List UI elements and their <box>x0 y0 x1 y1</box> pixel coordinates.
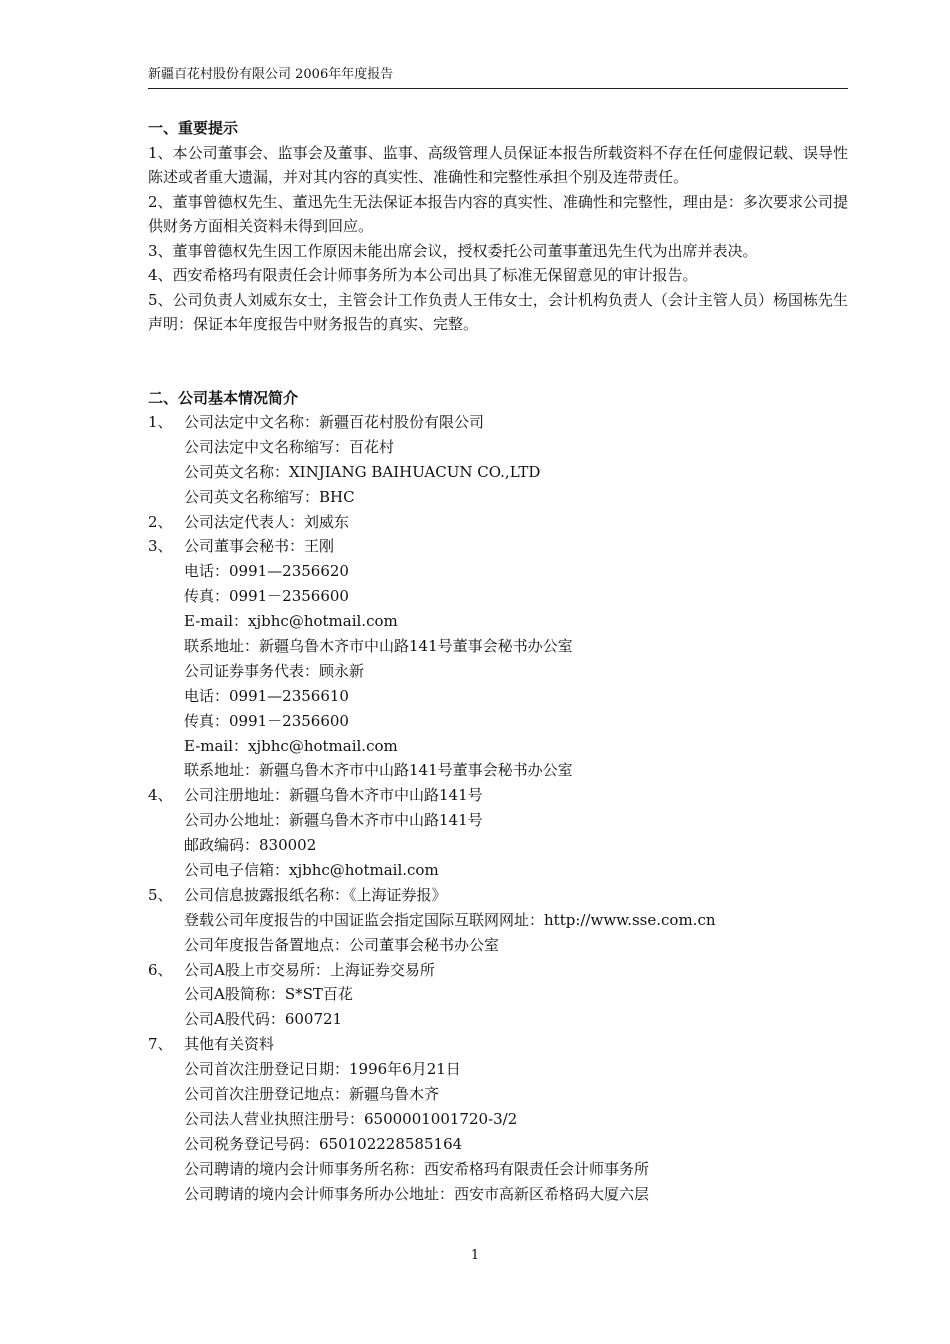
profile-row <box>148 410 848 435</box>
notice-paragraph: 5、公司负责人刘威东女士，主管会计工作负责人王伟女士，会计机构负责人（会计主管人员）杨国栋先生声明：保证本年度报告中财务报告的真实、完整。 <box>148 290 848 333</box>
profile-row-text: 公司首次注册登记地点：新疆乌鲁木齐 <box>184 1085 440 1104</box>
profile-row <box>148 684 848 709</box>
important-notice-list <box>148 141 848 337</box>
notice-paragraph: 3、董事曾德权先生因工作原因未能出席会议，授权委托公司董事董迅先生代为出席并表决。 <box>148 241 758 260</box>
profile-row <box>148 584 848 609</box>
profile-row <box>148 883 848 908</box>
profile-row-text: 其他有关资料 <box>184 1035 275 1054</box>
profile-row-text: 邮政编码：830002 <box>184 836 317 855</box>
profile-row <box>148 958 848 983</box>
profile-row-text: E-mail：xjbhc@hotmail.com <box>184 736 398 755</box>
profile-row <box>148 1107 848 1132</box>
profile-row-text: 联系地址：新疆乌鲁木齐市中山路141号董事会秘书办公室 <box>184 761 573 780</box>
profile-row-number: 3、 <box>148 537 173 556</box>
profile-row-text: 公司A股上市交易所：上海证券交易所 <box>184 960 435 979</box>
profile-row <box>148 534 848 559</box>
notice-paragraph: 4、西安希格玛有限责任会计师事务所为本公司出具了标准无保留意见的审计报告。 <box>148 266 698 284</box>
profile-row <box>148 1057 848 1082</box>
profile-row-text: 联系地址：新疆乌鲁木齐市中山路141号董事会秘书办公室 <box>184 637 573 656</box>
profile-row-text: 公司A股简称：S*ST百花 <box>184 985 353 1004</box>
profile-row-text: 电话：0991—2356620 <box>184 562 349 581</box>
profile-row-text: 电话：0991—2356610 <box>184 686 349 705</box>
profile-row-text: 公司注册地址：新疆乌鲁木齐市中山路141号 <box>184 786 483 805</box>
profile-row-number: 2、 <box>148 512 173 531</box>
profile-row <box>148 609 848 634</box>
running-header: 新疆百花村股份有限公司 2006年年度报告 <box>148 66 848 89</box>
profile-row <box>148 709 848 734</box>
profile-row <box>148 783 848 808</box>
profile-row <box>148 634 848 659</box>
profile-row <box>148 808 848 833</box>
profile-row-text: 登载公司年度报告的中国证监会指定国际互联网网址：http://www.sse.com.cn <box>184 910 716 929</box>
profile-row <box>148 659 848 684</box>
profile-row <box>148 1182 848 1207</box>
profile-row-text: 公司证券事务代表：顾永新 <box>184 661 365 680</box>
profile-row-text: 公司信息披露报纸名称：《上海证券报》 <box>184 885 447 904</box>
profile-row-text: 公司法人营业执照注册号：6500001001720-3/2 <box>184 1109 518 1128</box>
profile-row <box>148 1082 848 1107</box>
notice-paragraph: 2、董事曾德权先生、董迅先生无法保证本报告内容的真实性、准确性和完整性，理由是：多次要求公司提供财务方面相关资料未得到回应。 <box>148 192 848 235</box>
profile-row <box>148 908 848 933</box>
profile-row-text: 公司聘请的境内会计师事务所办公地址：西安市高新区希格码大厦六层 <box>184 1184 650 1203</box>
company-profile-list <box>148 410 848 1207</box>
notice-paragraph: 1、本公司董事会、监事会及董事、监事、高级管理人员保证本报告所载资料不存在任何虚假记载、误导性陈述或者重大遗漏，并对其内容的真实性、准确性和完整性承担个别及连带责任。 <box>148 143 848 186</box>
profile-row-number: 7、 <box>148 1035 173 1054</box>
profile-row <box>148 982 848 1007</box>
section-important-notice-title: 一、重要提示 <box>148 119 239 137</box>
page-number: 1 <box>470 1248 480 1263</box>
profile-row <box>148 858 848 883</box>
profile-row-text: 公司首次注册登记日期：1996年6月21日 <box>184 1060 461 1079</box>
profile-row <box>148 758 848 783</box>
profile-row <box>148 933 848 958</box>
profile-row-text: 公司聘请的境内会计师事务所名称：西安希格玛有限责任会计师事务所 <box>184 1159 650 1178</box>
page-body <box>148 116 848 1207</box>
profile-row-text: 公司英文名称：XINJIANG BAIHUACUN CO.,LTD <box>184 462 541 481</box>
profile-row-text: 公司法定中文名称缩写：百花村 <box>184 437 395 456</box>
section-company-profile-title: 二、公司基本情况简介 <box>148 388 299 407</box>
profile-row <box>148 435 848 460</box>
profile-row <box>148 1032 848 1057</box>
profile-row-number: 1、 <box>148 413 173 431</box>
profile-row-text: 公司电子信箱：xjbhc@hotmail.com <box>184 861 439 880</box>
profile-row <box>148 460 848 485</box>
profile-row-text: 传真：0991－2356600 <box>184 587 349 606</box>
profile-row-text: 传真：0991－2356600 <box>184 711 349 730</box>
profile-row-text: 公司A股代码：600721 <box>184 1010 343 1029</box>
profile-row <box>148 1007 848 1032</box>
profile-row-text: 公司法定代表人：刘威东 <box>184 512 350 531</box>
profile-row-text: 公司年度报告备置地点：公司董事会秘书办公室 <box>184 935 500 954</box>
profile-row <box>148 485 848 510</box>
profile-row <box>148 833 848 858</box>
profile-row <box>148 1132 848 1157</box>
profile-row-text: 公司法定中文名称：新疆百花村股份有限公司 <box>184 413 485 431</box>
profile-row <box>148 559 848 584</box>
profile-row <box>148 734 848 759</box>
profile-row-text: 公司董事会秘书：王刚 <box>184 537 335 556</box>
profile-row-number: 4、 <box>148 786 173 805</box>
profile-row-text: 公司办公地址：新疆乌鲁木齐市中山路141号 <box>184 811 483 830</box>
profile-row-text: 公司英文名称缩写：BHC <box>184 487 355 506</box>
profile-row-text: E-mail：xjbhc@hotmail.com <box>184 612 398 631</box>
profile-row <box>148 510 848 535</box>
profile-row-text: 公司税务登记号码：650102228585164 <box>184 1134 463 1153</box>
profile-row-number: 6、 <box>148 960 173 979</box>
profile-row-number: 5、 <box>148 885 173 904</box>
profile-row <box>148 1157 848 1182</box>
